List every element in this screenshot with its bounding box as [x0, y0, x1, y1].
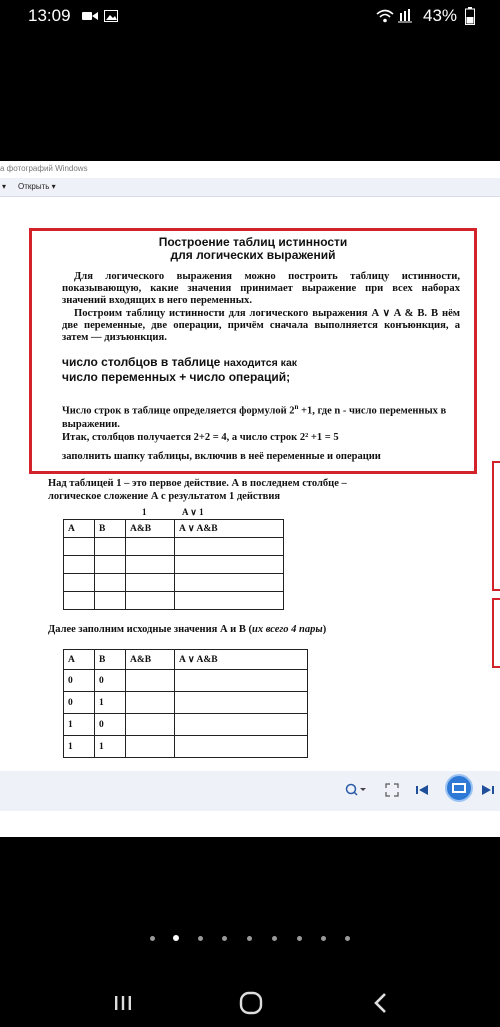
table-cell: [95, 574, 126, 592]
window-title: а фотографий Windows: [0, 164, 88, 173]
step-label-1: 1: [142, 507, 147, 517]
paragraph-2: Построим таблицу истинности для логического выражения A ∨ A & B. В нём две переменные, две операции, причём сначала выполняется конъюнкция, а затем — дизъюнкция.: [62, 307, 460, 344]
image-icon: [104, 9, 118, 27]
doc-body: [62, 271, 460, 344]
table-cell: [95, 538, 126, 556]
table-header-row: [64, 650, 308, 670]
table-cell: [175, 592, 284, 610]
page-dot[interactable]: [321, 936, 326, 941]
step-label-2: A ∨ 1: [182, 507, 204, 517]
header-cell: A: [64, 520, 95, 538]
page-dot[interactable]: [297, 936, 302, 941]
rows-formula-a: Число строк в таблице определяется формулой: [62, 405, 287, 417]
table-cell: [126, 670, 175, 692]
rows-formula-c: - число переменных в выражении.: [62, 405, 447, 430]
table-cell: [126, 692, 175, 714]
red-frame-edge: [492, 461, 500, 591]
page-dot[interactable]: [247, 936, 252, 941]
battery-icon: [465, 7, 475, 30]
mute-icon: [398, 9, 412, 28]
table-cell: [175, 538, 284, 556]
dropdown-arrow-icon[interactable]: ▾: [2, 182, 7, 191]
page-dot[interactable]: [150, 936, 155, 941]
table-cell: [126, 574, 175, 592]
photo-viewer-window: [0, 161, 500, 837]
gallery-page-indicator: [0, 932, 500, 946]
table-cell: [64, 556, 95, 574]
home-icon[interactable]: [236, 988, 266, 1018]
window-titlebar: [0, 161, 500, 179]
document-image: [18, 206, 493, 771]
table-row: [64, 714, 308, 736]
open-menu[interactable]: Открыть ▾: [18, 182, 56, 191]
table-cell: [175, 574, 284, 592]
recent-apps-icon[interactable]: [108, 988, 138, 1018]
table-cell: [126, 592, 175, 610]
rows-formula-b: +1, где: [301, 405, 332, 417]
table-cell: [95, 556, 126, 574]
table-cell: 0: [95, 670, 126, 692]
count-line: Итак, столбцов получается 2+2 = 4, а число строк 2² +1 = 5: [62, 431, 339, 443]
table-cell: [95, 592, 126, 610]
pow-base: 2: [289, 405, 295, 417]
header-cell: A ∨ A&B: [175, 520, 284, 538]
slideshow-icon[interactable]: [444, 773, 474, 806]
table-cell: [175, 714, 308, 736]
table-cell: 1: [95, 736, 126, 758]
page-dot[interactable]: [222, 936, 227, 941]
pow-exp: n: [294, 403, 299, 411]
page-dot-active[interactable]: [173, 935, 179, 941]
header-cell: A&B: [126, 650, 175, 670]
table-cell: [64, 592, 95, 610]
header-cell: B: [95, 520, 126, 538]
table-cell: [175, 692, 308, 714]
columns-line-2: число переменных + число операций;: [62, 370, 291, 384]
table-row: [64, 670, 308, 692]
table-header-row: [64, 520, 284, 538]
table-cell: [175, 736, 308, 758]
wifi-icon: [376, 9, 394, 28]
table-cell: 1: [95, 692, 126, 714]
table-cell: [175, 556, 284, 574]
above-table-line-2: логическое сложение А с результатом 1 действия: [48, 491, 281, 502]
paragraph-1: Для логического выражения можно построить таблицу истинности, показывающую, какие значения принимает выражение при всех наборах значений входящих в него переменных.: [62, 271, 460, 307]
android-nav-bar: [0, 980, 500, 1027]
fit-icon[interactable]: [385, 783, 399, 800]
table-row: [64, 556, 284, 574]
columns-line-1b: находится как: [223, 357, 298, 369]
back-icon[interactable]: [366, 988, 396, 1018]
zoom-icon[interactable]: [345, 783, 367, 800]
video-icon: [82, 9, 98, 27]
table-row: [64, 592, 284, 610]
doc-title-line1: Построение таблиц истинности: [158, 235, 348, 249]
truth-table-filled: [63, 649, 308, 758]
above-table-line-1: Над таблицей 1 – это первое действие. А в последнем столбце –: [48, 478, 347, 489]
table-cell: [126, 736, 175, 758]
table-cell: 0: [64, 692, 95, 714]
red-frame-edge: [492, 598, 500, 668]
table-row: [64, 692, 308, 714]
header-cell: A ∨ A&B: [175, 650, 308, 670]
page-dot[interactable]: [345, 936, 350, 941]
table-cell: 0: [95, 714, 126, 736]
table-cell: [126, 538, 175, 556]
clock: 13:09: [28, 6, 71, 25]
columns-line-1: [62, 355, 297, 369]
table-cell: [64, 574, 95, 592]
page-dot[interactable]: [198, 936, 203, 941]
next-fill-text: [48, 624, 326, 637]
status-bar: [0, 0, 500, 32]
var-n: n: [334, 405, 341, 417]
table-cell: 1: [64, 736, 95, 758]
table-row: [64, 736, 308, 758]
next-fill-end: ): [322, 624, 327, 635]
table-cell: [64, 538, 95, 556]
next-fill-a: Далее заполним исходные значения А и В (: [48, 624, 252, 635]
table-cell: [126, 714, 175, 736]
table-cell: 0: [64, 670, 95, 692]
battery-percent: 43%: [423, 6, 458, 25]
table-cell: [175, 670, 308, 692]
fill-header-text: заполнить шапку таблицы, включив в неё переменные и операции: [62, 451, 381, 462]
header-cell: A&B: [126, 520, 175, 538]
rows-formula: [62, 401, 462, 444]
header-cell: A: [64, 650, 95, 670]
truth-table-empty: [63, 519, 284, 610]
columns-line-1a: число столбцов в таблице: [62, 355, 221, 369]
menu-bar: [0, 178, 500, 197]
table-row: [64, 574, 284, 592]
header-cell: B: [95, 650, 126, 670]
viewer-toolbar: [0, 771, 500, 811]
prev-icon[interactable]: [414, 783, 432, 800]
highlight-box: [29, 228, 477, 474]
doc-title-line2: для логических выражений: [170, 248, 336, 262]
table-cell: 1: [64, 714, 95, 736]
next-icon[interactable]: [480, 783, 498, 800]
page-dot[interactable]: [272, 936, 277, 941]
next-fill-italic: их всего 4 пары: [251, 624, 323, 635]
table-row: [64, 538, 284, 556]
table-cell: [126, 556, 175, 574]
open-menu-label: Открыть: [18, 182, 50, 191]
